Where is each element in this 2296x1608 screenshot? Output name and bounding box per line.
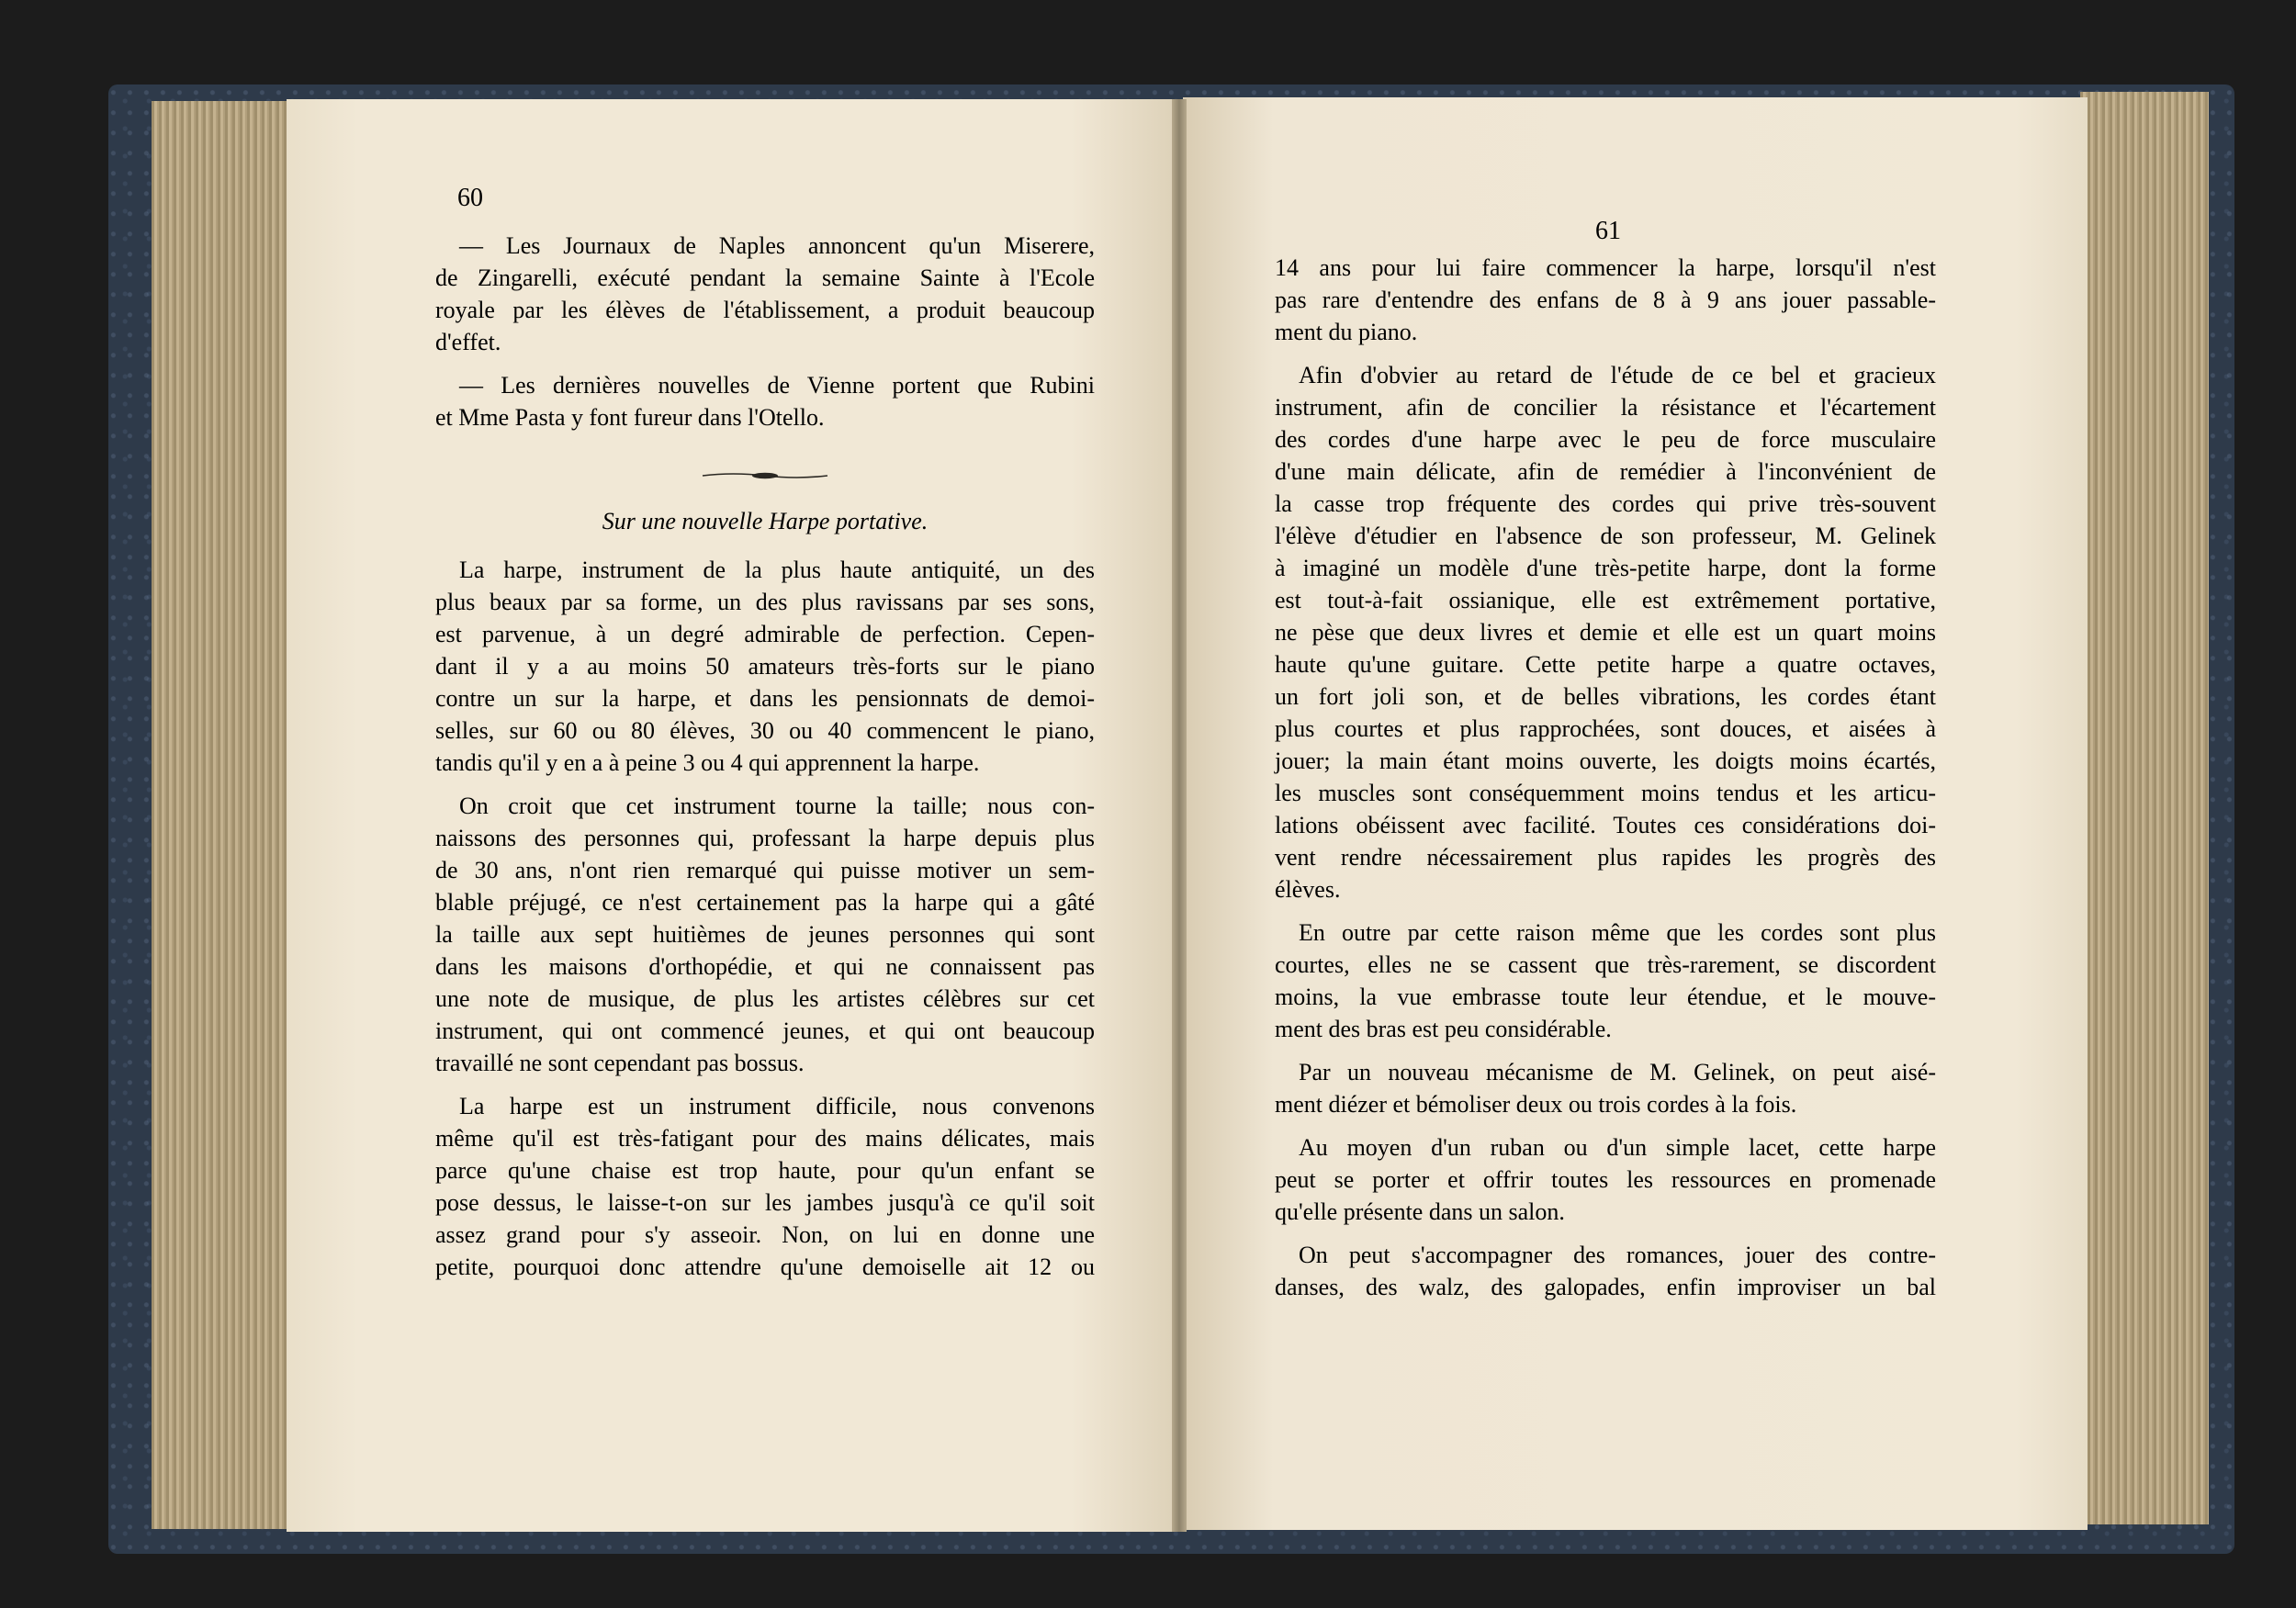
text-line: pose dessus, le laisse-t-on sur les jambes jusqu'à ce qu'il soit <box>435 1189 1095 1216</box>
text-line: Par un nouveau mécanisme de M. Gelinek, on peut aisé- <box>1299 1059 1936 1085</box>
right-page-edges <box>2080 92 2209 1524</box>
text-line: instrument, qui ont commencé jeunes, et qui ont beaucoup <box>435 1018 1095 1044</box>
text-line: dant il y a au moins 50 amateurs très-forts sur le piano <box>435 653 1095 680</box>
text-line: petite, pourquoi donc attendre qu'une demoiselle ait 12 ou <box>435 1254 1095 1280</box>
text-line: contre un sur la harpe, et dans les pensionnats de demoi- <box>435 685 1095 712</box>
text-line: — Les dernières nouvelles de Vienne portent que Rubini <box>459 372 1095 399</box>
text-line: On croit que cet instrument tourne la taille; nous con- <box>459 793 1095 819</box>
text-line: de Zingarelli, exécuté pendant la semaine Sainte à l'Ecole <box>435 264 1095 291</box>
right-page-text <box>1275 252 1936 1303</box>
text-line: La harpe, instrument de la plus haute antiquité, un des <box>459 557 1095 583</box>
left-page-edges <box>152 101 289 1529</box>
text-line: dans les maisons d'orthopédie, et qui ne connaissent pas <box>435 953 1095 980</box>
text-line: d'une main délicate, afin de remédier à l'inconvénient de <box>1275 458 1936 485</box>
text-line: même qu'il est très-fatigant pour des mains délicates, mais <box>435 1125 1095 1152</box>
text-line: les muscles sont conséquemment moins tendus et les articu- <box>1275 780 1936 806</box>
news-paragraph-vienna <box>435 369 1095 433</box>
article-paragraph-6 <box>1275 1056 1936 1120</box>
text-line: élèves. <box>1275 876 1341 903</box>
article-paragraph-7 <box>1275 1131 1936 1228</box>
text-line: ment du piano. <box>1275 319 1418 345</box>
article-paragraph-1 <box>435 554 1095 779</box>
text-line: moins, la vue embrasse toute leur étendue, et le mouve- <box>1275 984 1936 1010</box>
text-line: ne pèse que deux livres et demie et elle est un quart moins <box>1275 619 1936 646</box>
text-line: de 30 ans, n'ont rien remarqué qui puisse motiver un sem- <box>435 857 1095 883</box>
text-line: pas rare d'entendre des enfans de 8 à 9 ans jouer passable- <box>1275 287 1936 313</box>
text-line: instrument, afin de concilier la résistance et l'écartement <box>1275 394 1936 421</box>
text-line: peut se porter et offrir toutes les ressources en promenade <box>1275 1166 1936 1193</box>
text-line: un fort joli son, et de belles vibrations, les cordes étant <box>1275 683 1936 710</box>
text-line: royale par les élèves de l'établissement, a produit beaucoup <box>435 297 1095 323</box>
left-page-number: 60 <box>457 184 483 212</box>
text-line: On peut s'accompagner des romances, jouer des contre- <box>1299 1242 1936 1268</box>
text-line: Afin d'obvier au retard de l'étude de ce bel et gracieux <box>1299 362 1936 388</box>
text-line: courtes, elles ne se cassent que très-rarement, se discordent <box>1275 951 1936 978</box>
text-line: haute qu'une guitare. Cette petite harpe a quatre octaves, <box>1275 651 1936 678</box>
text-line: blable préjugé, ce n'est certainement pas la harpe qui a gâté <box>435 889 1095 916</box>
text-line: plus courtes et plus rapprochées, sont douces, et aisées à <box>1275 715 1936 742</box>
text-line: qu'elle présente dans un salon. <box>1275 1198 1565 1225</box>
text-line: — Les Journaux de Naples annoncent qu'un Miserere, <box>459 232 1095 259</box>
text-line: selles, sur 60 ou 80 élèves, 30 ou 40 commencent le piano, <box>435 717 1095 744</box>
text-line: lations obéissent avec facilité. Toutes ces considérations doi- <box>1275 812 1936 838</box>
left-page-text <box>435 230 1095 1283</box>
book-gutter <box>1172 99 1187 1532</box>
text-line: En outre par cette raison même que les cordes sont plus <box>1299 919 1936 946</box>
article-heading: Sur une nouvelle Harpe portative. <box>602 508 929 534</box>
text-line: plus beaux par sa forme, un des plus ravissans par ses sons, <box>435 589 1095 615</box>
article-paragraph-8 <box>1275 1239 1936 1303</box>
text-line: travaillé ne sont cependant pas bossus. <box>435 1050 805 1076</box>
text-line: à imaginé un modèle d'une très-petite harpe, dont la forme <box>1275 555 1936 581</box>
article-paragraph-4 <box>1275 359 1936 905</box>
text-line: naissons des personnes qui, professant la harpe depuis plus <box>435 825 1095 851</box>
text-line: est tout-à-fait ossianique, elle est extrêmement portative, <box>1275 587 1936 613</box>
text-line: la taille aux sept huitièmes de jeunes personnes qui sont <box>435 921 1095 948</box>
text-line: l'élève d'étudier en l'absence de son professeur, M. Gelinek <box>1275 523 1936 549</box>
article-paragraph-2 <box>435 790 1095 1079</box>
text-line: parce qu'une chaise est trop haute, pour qu'un enfant se <box>435 1157 1095 1184</box>
text-line: d'effet. <box>435 329 501 355</box>
text-line: Au moyen d'un ruban ou d'un simple lacet, cette harpe <box>1299 1134 1936 1161</box>
ornament-divider-icon <box>701 470 829 481</box>
text-line: la casse trop fréquente des cordes qui prive très-souvent <box>1275 490 1936 517</box>
text-line: ment diézer et bémoliser deux ou trois cordes à la fois. <box>1275 1091 1797 1118</box>
text-line: jouer; la main étant moins ouverte, les doigts moins écartés, <box>1275 748 1936 774</box>
article-paragraph-continued <box>1275 252 1936 348</box>
text-line: ment des bras est peu considérable. <box>1275 1016 1612 1042</box>
news-paragraph-naples <box>435 230 1095 358</box>
text-line: des cordes d'une harpe avec le peu de force musculaire <box>1275 426 1936 453</box>
text-line: danses, des walz, des galopades, enfin improviser un bal <box>1275 1274 1936 1300</box>
text-line: 14 ans pour lui faire commencer la harpe, lorsqu'il n'est <box>1275 254 1936 281</box>
text-line: vent rendre nécessairement plus rapides les progrès des <box>1275 844 1936 871</box>
text-line: assez grand pour s'y asseoir. Non, on lui en donne une <box>435 1221 1095 1248</box>
text-line: La harpe est un instrument difficile, nous convenons <box>459 1093 1095 1119</box>
article-paragraph-5 <box>1275 916 1936 1045</box>
article-paragraph-3 <box>435 1090 1095 1283</box>
text-line: tandis qu'il y en a à peine 3 ou 4 qui apprennent la harpe. <box>435 749 980 776</box>
text-line: est parvenue, à un degré admirable de perfection. Cepen- <box>435 621 1095 647</box>
text-line: et Mme Pasta y font fureur dans l'Otello. <box>435 404 825 431</box>
right-page-number: 61 <box>1595 217 1621 245</box>
text-line: une note de musique, de plus les artistes célèbres sur cet <box>435 985 1095 1012</box>
